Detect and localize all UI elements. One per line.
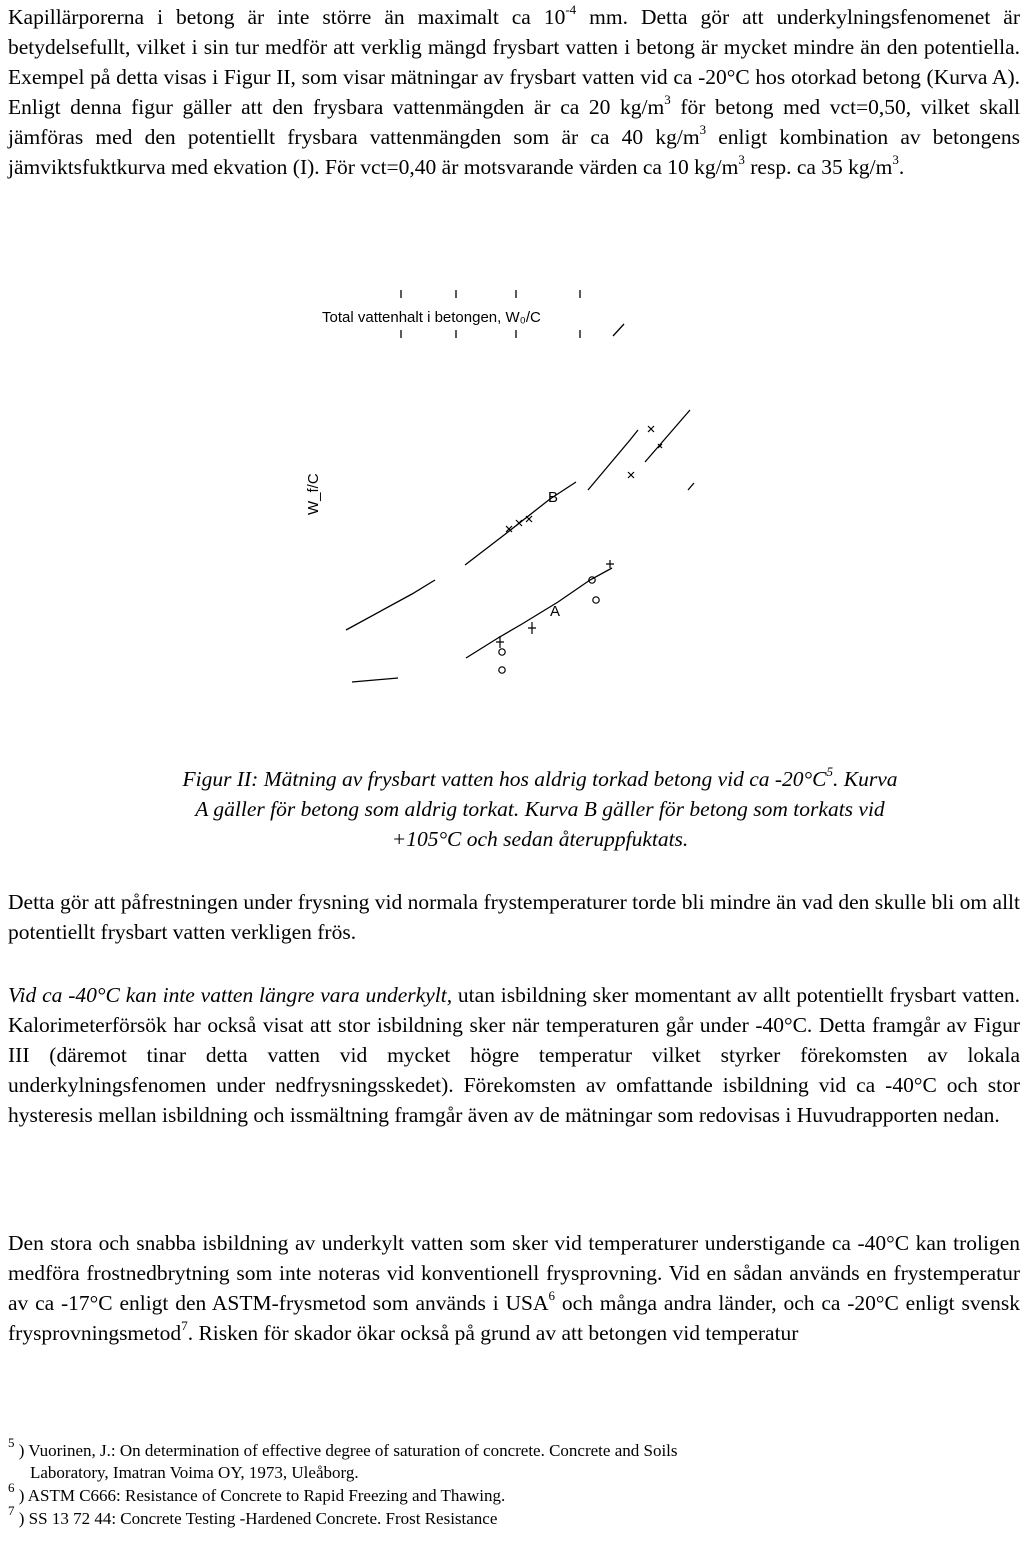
text: utan isbildning sker momentant av allt potentiellt frysbart vatten. Kalorimeterförsök har också visat att stor isbildning sker när temperaturen går under -40°C. Detta framgår av Figur III (däremot tinar detta vatten vid mycket högre temperatur vilket styrker förekomsten av lokala underkylningsfenomen under nedfrysningsskedet). Förekomsten av omfattande isbildning vid ca -40°C och stor hysteresis mellan isbildning och issmältning framgår även av de mätningar som redovisas i Huvudrapporten nedan. <box>8 983 1020 1127</box>
footnote-number: 7 <box>8 1503 15 1519</box>
figure-ii <box>260 280 740 720</box>
paragraph-4 <box>8 1228 1020 1348</box>
text: . Risken för skador ökar också på grund av att betongen vid temperatur <box>187 1321 799 1345</box>
paragraph-3 <box>8 980 1020 1130</box>
text: . <box>898 155 905 179</box>
text: och många andra länder, och ca -20°C enligt svensk frysprovningsmetod <box>8 1291 1020 1345</box>
curve-b <box>346 410 694 630</box>
superscript: 3 <box>738 151 745 167</box>
superscript: -4 <box>565 1 577 17</box>
superscript: 3 <box>892 151 899 167</box>
text: resp. ca 35 kg/m <box>744 155 893 179</box>
footnote-number: 6 <box>8 1480 15 1496</box>
italic-text: Vid ca -40°C kan inte vatten längre vara underkylt, <box>8 983 453 1007</box>
top-axis-label: Total vattenhalt i betongen, W₀/C <box>322 309 541 326</box>
footnote-text: ) ASTM C666: Resistance of Concrete to Rapid Freezing and Thawing. <box>18 1486 506 1505</box>
footnote-7 <box>8 1503 1008 1530</box>
y-axis-label: W_f/C <box>305 473 322 515</box>
superscript: 3 <box>699 121 707 137</box>
data-markers <box>496 426 662 673</box>
paragraph-1 <box>8 2 1020 182</box>
curve-a <box>352 568 612 682</box>
superscript: 7 <box>181 1317 188 1333</box>
footnote-number: 5 <box>8 1435 15 1451</box>
paragraph-2: Detta gör att påfrestningen under frysning vid normala frystemperaturer torde bli mindre än vad den skulle bli om allt potentiellt frysbart vatten verkligen frös. <box>8 890 1020 944</box>
footnote-text: ) SS 13 72 44: Concrete Testing -Hardened Concrete. Frost Resistance <box>18 1509 498 1528</box>
text: mm. Detta gör att underkylningsfenomenet är betydelsefullt, vilket i sin tur medför att verklig mängd frysbart vatten i betong är mycket mindre än den potentiella. Exempel på detta visas i Figur II, som visar mätningar av frysbart vatten vid ca -20°C hos otorkad betong (Kurva A). Enligt denna figur gäller att den frysbara vattenmängden är ca 20 kg/m <box>8 5 1020 119</box>
footnote-text: ) Vuorinen, J.: On determination of effective degree of saturation of concrete. Concrete and Soils <box>18 1441 678 1460</box>
footnote-5 <box>8 1435 1008 1484</box>
curve-b-label: B <box>548 489 559 506</box>
footnote-6 <box>8 1480 1008 1507</box>
superscript: 5 <box>826 763 833 779</box>
text: Den stora och snabba isbildning av underkylt vatten som sker vid temperaturer understigande ca -40°C kan troligen medföra frostnedbrytning som inte noteras vid konventionell frysprovning. Vid en sådan används en frystemperatur av ca -17°C enligt den ASTM-frysmetod som används i USA <box>8 1231 1020 1315</box>
text: . Kurva A gäller för betong som aldrig torkat. Kurva B gäller för betong som torkats vid +105°C och sedan återuppfuktats. <box>195 767 898 851</box>
figure-caption <box>180 764 900 854</box>
text: enligt kombination av betongens jämviktsfuktkurva med ekvation (I). För vct=0,40 är motsvarande värden ca 10 kg/m <box>8 125 1020 179</box>
text: Kapillärporerna i betong är inte större än maximalt ca 10 <box>8 5 566 29</box>
footnote-text: Laboratory, Imatran Voima OY, 1973, Uleåborg. <box>30 1463 359 1482</box>
text: Figur II: Mätning av frysbart vatten hos aldrig torkad betong vid ca -20°C <box>182 767 827 791</box>
superscript: 3 <box>664 91 671 107</box>
superscript: 6 <box>548 1287 556 1303</box>
text: för betong med vct=0,50, vilket skall jämföras med den potentiellt frysbara vattenmängden som är ca 40 kg/m <box>8 95 1020 149</box>
curve-a-label: A <box>550 603 561 620</box>
